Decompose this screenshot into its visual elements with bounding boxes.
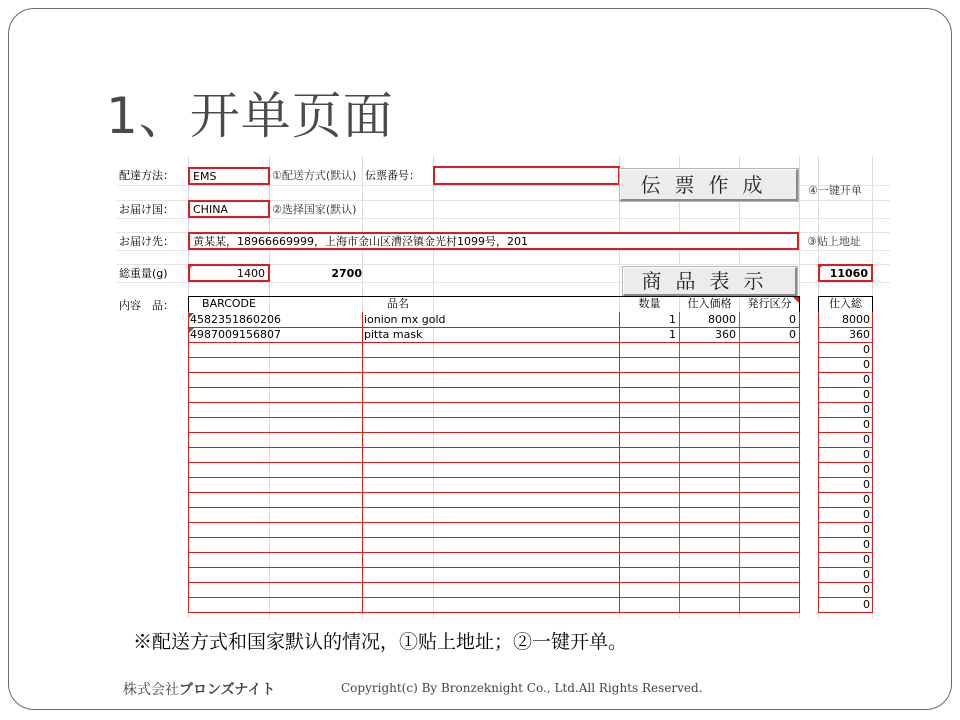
total-cell[interactable]: 8000 xyxy=(842,313,870,326)
total-cell[interactable]: 0 xyxy=(863,508,870,521)
total-cell[interactable]: 0 xyxy=(863,523,870,536)
total-cell[interactable]: 0 xyxy=(863,568,870,581)
shipping-method-note: ①配送方式(默认) xyxy=(272,169,357,182)
total-cell[interactable]: 0 xyxy=(863,583,870,596)
price-cell[interactable]: 8000 xyxy=(708,313,736,326)
table-row-divider xyxy=(188,387,800,388)
table-border xyxy=(799,296,800,312)
weight-value: 1400 xyxy=(237,267,265,280)
class-cell[interactable]: 0 xyxy=(789,313,796,326)
total-cell[interactable]: 0 xyxy=(863,478,870,491)
total-cell[interactable]: 0 xyxy=(863,463,870,476)
total-cell[interactable]: 0 xyxy=(863,493,870,506)
address-label: お届け先： xyxy=(119,235,174,248)
slide-title: 1、开单页面 xyxy=(106,87,394,145)
shipping-method-label: 配達方法： xyxy=(119,169,174,182)
header-barcode: BARCODE xyxy=(202,297,256,310)
total-cell[interactable]: 0 xyxy=(863,598,870,611)
weight-label: 総重量(g) xyxy=(119,267,168,280)
spreadsheet[interactable] xyxy=(117,156,890,618)
destination-country-field[interactable] xyxy=(188,200,270,218)
copyright: Copyright(c) By Bronzeknight Co., Ltd.All Rights Reserved. xyxy=(341,681,703,695)
contents-label: 内容 品： xyxy=(119,299,174,312)
table-row-divider xyxy=(188,552,800,553)
table-border xyxy=(872,296,873,312)
company-prefix: 株式会社 xyxy=(123,682,179,698)
show-products-button[interactable]: 商品表示 xyxy=(623,267,797,296)
shipping-method-field[interactable] xyxy=(188,167,270,185)
create-slip-button[interactable]: 伝票作成 xyxy=(620,169,798,201)
header-total: 仕入総 xyxy=(829,297,862,310)
table-row-divider xyxy=(818,612,873,613)
company-name xyxy=(123,679,275,699)
table-row-divider xyxy=(188,432,800,433)
table-row-divider xyxy=(188,417,800,418)
table-row-divider xyxy=(188,537,800,538)
header-price: 仕入価格 xyxy=(687,297,732,310)
total-cell[interactable]: 360 xyxy=(849,328,870,341)
table-row-divider xyxy=(188,597,800,598)
destination-country-label: お届け国： xyxy=(119,203,174,216)
header-qty: 数量 xyxy=(638,297,661,310)
comment-marker-icon xyxy=(188,264,194,270)
slip-number-field[interactable] xyxy=(433,166,620,185)
price-cell[interactable]: 360 xyxy=(715,328,736,341)
comment-marker-icon xyxy=(793,297,799,303)
class-cell[interactable]: 0 xyxy=(789,328,796,341)
grand-total-value: 11060 xyxy=(829,267,868,280)
company-brand: ブロンズナイト xyxy=(179,682,276,698)
comment-marker-icon xyxy=(818,264,824,270)
total-cell[interactable]: 0 xyxy=(863,343,870,356)
address-value: 黄某某，18966669999，上海市金山区漕泾镇金光村1099号，201 xyxy=(193,235,528,248)
slip-number-label: 伝票番号： xyxy=(365,169,420,182)
total-cell[interactable]: 0 xyxy=(863,373,870,386)
qty-cell[interactable]: 1 xyxy=(669,313,676,326)
total-cell[interactable]: 0 xyxy=(863,538,870,551)
address-note: ③贴上地址 xyxy=(807,235,861,248)
product-name-cell[interactable]: pitta mask xyxy=(364,328,423,341)
total-cell[interactable]: 0 xyxy=(863,553,870,566)
table-row-divider xyxy=(188,477,800,478)
table-row-divider xyxy=(188,342,800,343)
destination-country-note: ②选择国家(默认) xyxy=(272,203,357,216)
comment-marker-icon xyxy=(189,328,194,333)
shipping-method-value: EMS xyxy=(193,170,217,183)
total-cell[interactable]: 0 xyxy=(863,358,870,371)
weight-field[interactable] xyxy=(188,264,270,282)
comment-marker-icon xyxy=(189,313,194,318)
total-cell[interactable]: 0 xyxy=(863,388,870,401)
table-row-divider xyxy=(188,357,800,358)
product-name-cell[interactable]: ionion mx gold xyxy=(364,313,446,326)
one-click-note: ④一键开单 xyxy=(808,184,862,197)
footer-note: ※配送方式和国家默认的情况，①贴上地址；②一键开单。 xyxy=(133,631,628,653)
total-cell[interactable]: 0 xyxy=(863,418,870,431)
table-row-divider xyxy=(188,582,800,583)
table-row-divider xyxy=(188,447,800,448)
table-row-divider xyxy=(188,522,800,523)
table-row-divider xyxy=(188,567,800,568)
grid-line xyxy=(117,250,890,251)
total-cell[interactable]: 0 xyxy=(863,448,870,461)
barcode-cell[interactable]: 4582351860206 xyxy=(190,313,281,326)
grid-line xyxy=(117,218,890,219)
table-row-divider xyxy=(188,402,800,403)
header-name: 品名 xyxy=(387,297,409,310)
total-cell[interactable]: 0 xyxy=(863,433,870,446)
table-row-divider xyxy=(188,462,800,463)
destination-country-value: CHINA xyxy=(193,203,228,216)
table-row-divider xyxy=(188,507,800,508)
table-row-divider xyxy=(188,492,800,493)
grand-total-field xyxy=(818,264,873,282)
total-cell[interactable]: 0 xyxy=(863,403,870,416)
table-row-divider xyxy=(188,612,800,613)
table-row-divider xyxy=(188,372,800,373)
barcode-cell[interactable]: 4987009156807 xyxy=(190,328,281,341)
weight-total: 2700 xyxy=(331,267,362,280)
address-field[interactable] xyxy=(188,232,799,250)
qty-cell[interactable]: 1 xyxy=(669,328,676,341)
header-class: 発行区分 xyxy=(747,297,792,310)
